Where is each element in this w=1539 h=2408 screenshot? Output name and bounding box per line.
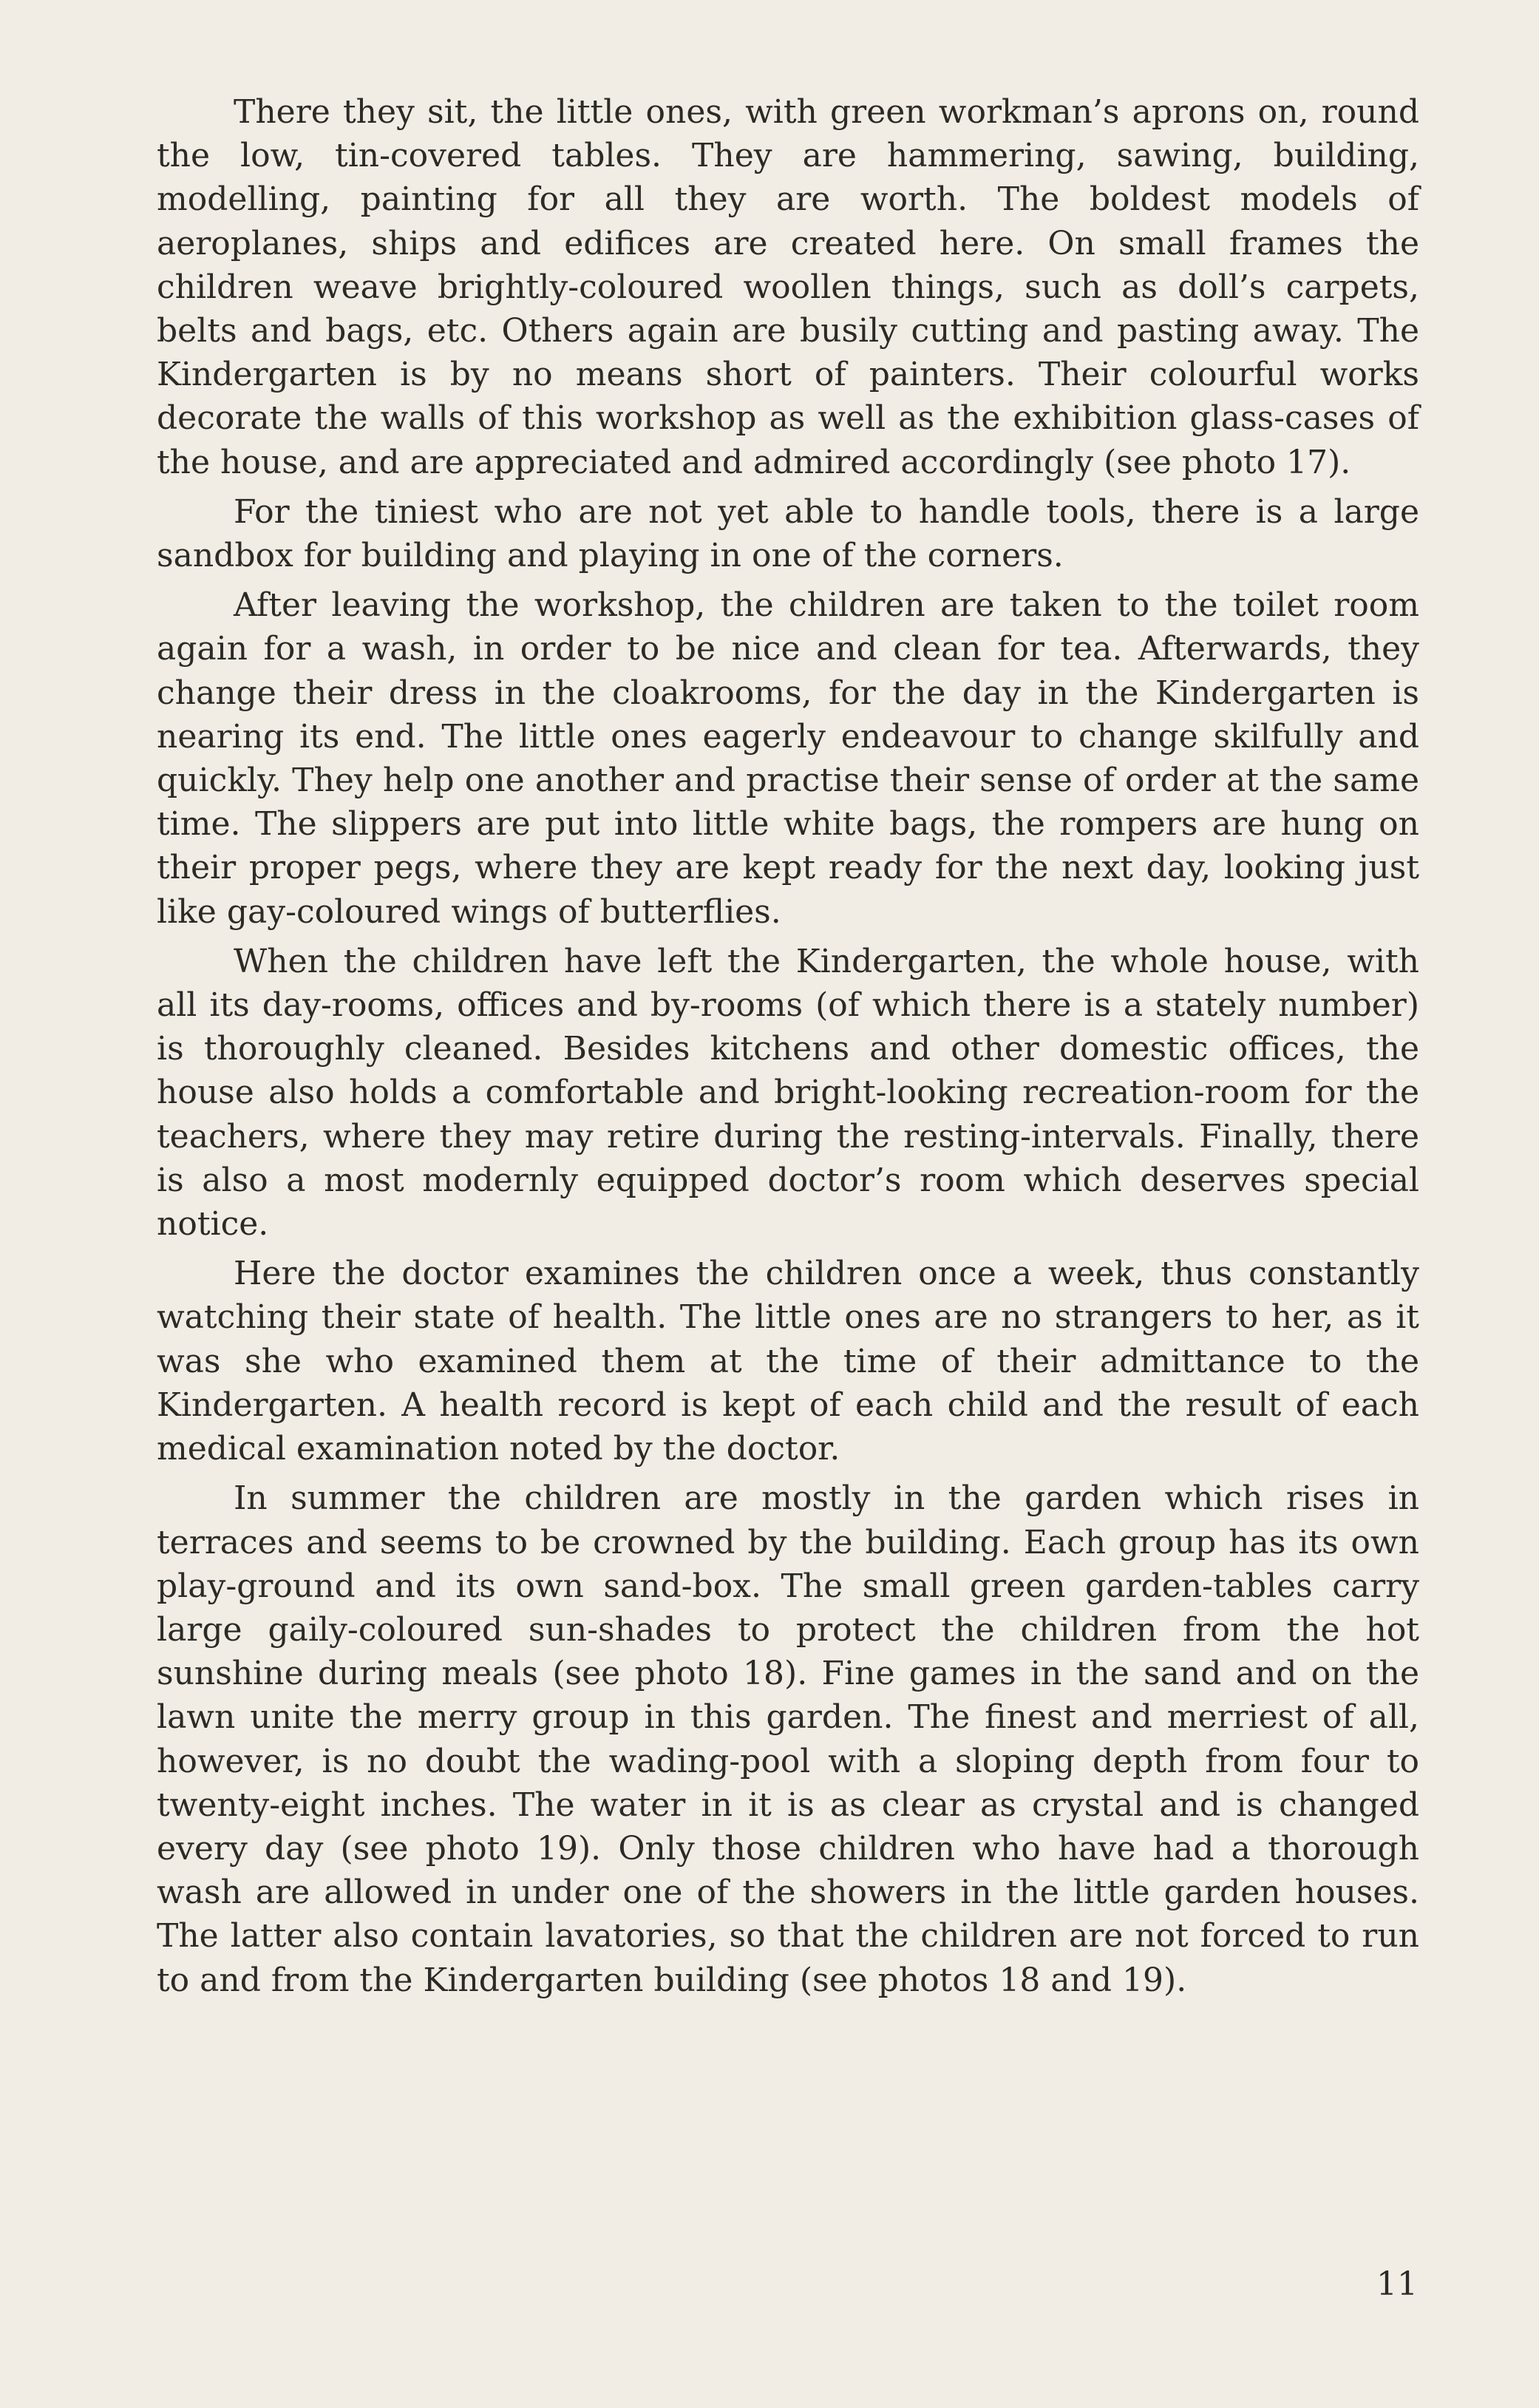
paragraph-house-cleaning: When the children have left the Kindergarten, the whole house, with all its day-rooms, offices and by-rooms (of which there is a stately number) is thoroughly cleaned. Besides kitchens and other domestic offices, the house also holds a comfortable and bright-looking recreation-room for the teachers, where they may retire during the resting-intervals. Finally, there is also a most modernly equipped doctor’s room which deserves special notice. <box>157 942 1419 1244</box>
paragraph-cloakrooms: After leaving the workshop, the children are taken to the toilet room again for a wash, in order to be nice and clean for tea. Afterwards, they change their dress in the cloakrooms, for the day in the Kindergarten is nearing its end. The little ones eagerly endeavour to change skilfully and quickly. They help one another and practise their sense of order at the same time. The slippers are put into little white bags, the rompers are hung on their proper pegs, where they are kept ready for the next day, looking just like gay-coloured wings of butterflies. <box>157 586 1419 931</box>
paragraph-garden: In summer the children are mostly in the garden which rises in terraces and seems to be crowned by the building. Each group has its own play-ground and its own sand-box. The small green garden-tables carry large gaily-coloured sun-shades to protect the children from the hot sunshine during meals (see photo 18). Fine games in the sand and on the lawn unite the merry group in this garden. The finest and merriest of all, however, is no doubt the wading-pool with a sloping depth from four to twenty-eight inches. The water in it is as clear as crystal and is changed every day (see photo 19). Only those children who have had a thorough wash are allowed in under one of the showers in the little garden houses. The latter also contain lavatories, so that the children are not forced to run to and from the Kindergarten building (see photos 18 and 19). <box>157 1479 1419 1999</box>
paragraph-workshop: There they sit, the little ones, with green workman’s aprons on, round the low, tin-covered tables. They are hammering, sawing, building, modelling, painting for all they are worth. The boldest models of aeroplanes, ships and edifices are created here. On small frames the children weave brightly-coloured woollen things, such as doll’s carpets, belts and bags, etc. Others again are busily cutting and pasting away. The Kindergarten is by no means short of painters. Their colourful works decorate the walls of this workshop as well as the exhibition glass-cases of the house, and are appreciated and admired accordingly (see photo 17). <box>157 93 1419 481</box>
page-number: 11 <box>1376 2265 1418 2303</box>
body-text <box>157 90 1419 2008</box>
paragraph-sandbox: For the tiniest who are not yet able to handle tools, there is a large sandbox for building and playing in one of the corners. <box>157 492 1419 575</box>
paragraph-doctor: Here the doctor examines the children once a week, thus constantly watching their state of health. The little ones are no strangers to her, as it was she who examined them at the time of their admittance to the Kindergarten. A health record is kept of each child and the result of each medical examination noted by the doctor. <box>157 1255 1419 1468</box>
